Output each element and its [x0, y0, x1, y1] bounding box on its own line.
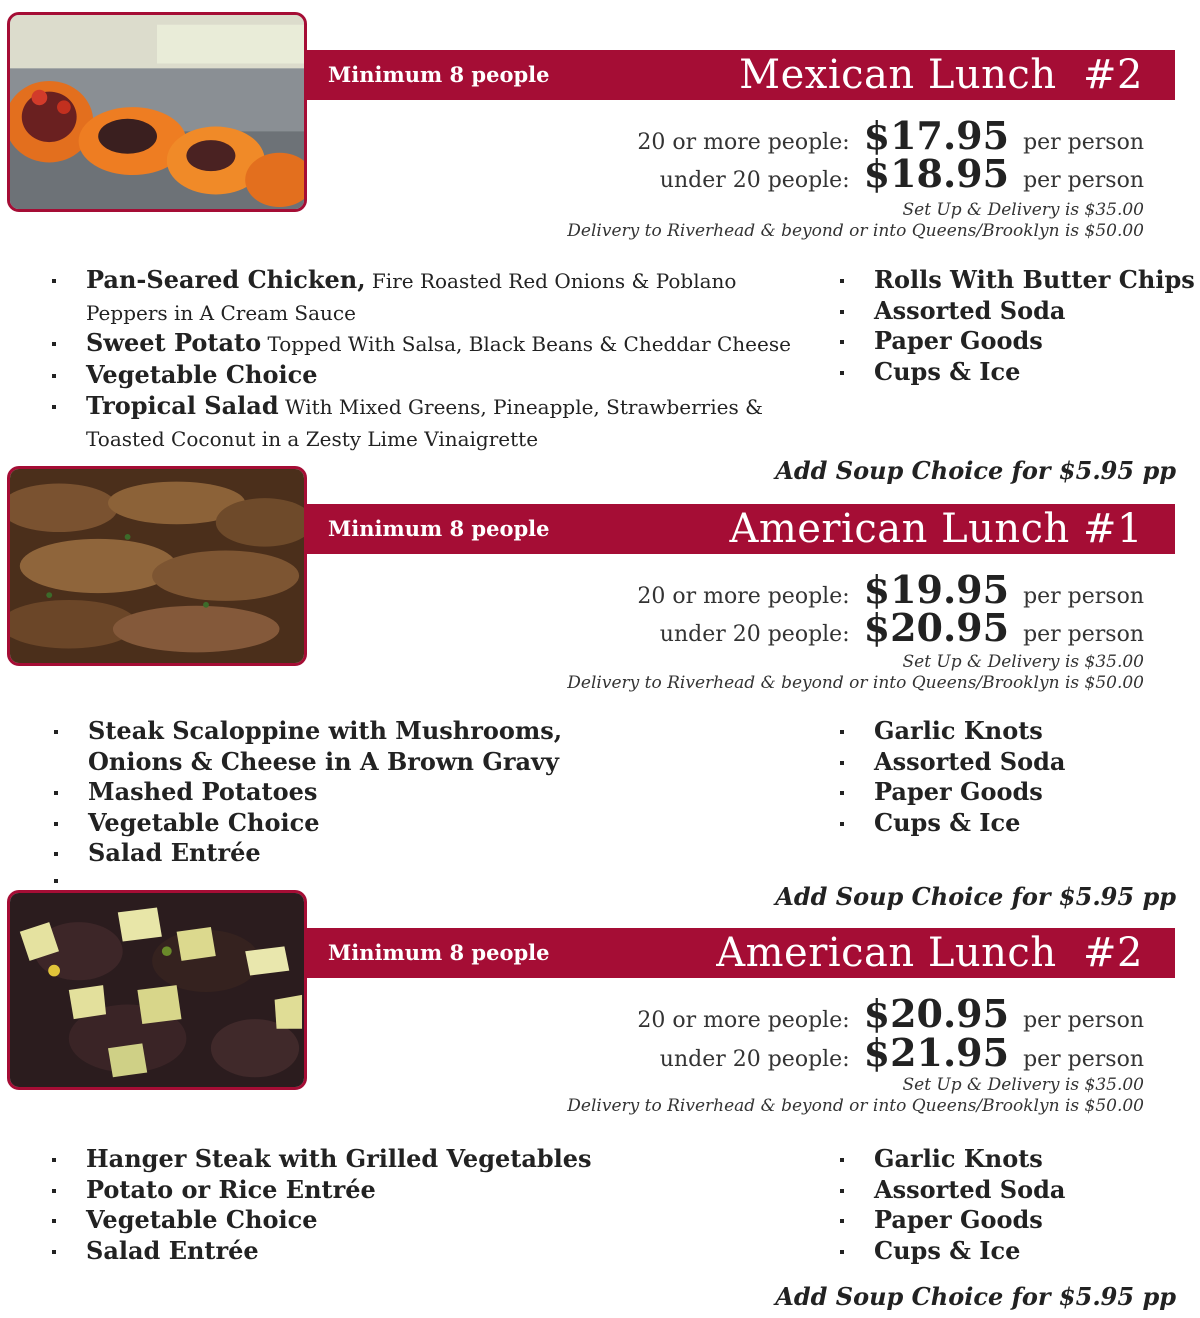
price-amount: $17.95 [863, 113, 1010, 158]
price-amount: $18.95 [863, 151, 1010, 196]
list-item: Vegetable Choice [46, 1205, 666, 1236]
price-unit: per person [1023, 1008, 1144, 1033]
list-item: Salad Entrée [48, 838, 588, 869]
list-item: Cups & Ice [834, 1236, 1200, 1267]
right-menu-list [834, 716, 1200, 838]
delivery-note: Set Up & Delivery is $35.00 [902, 1075, 1144, 1095]
price-unit: per person [1023, 168, 1144, 193]
delivery-note: Set Up & Delivery is $35.00 [902, 200, 1144, 220]
list-item: Salad Entrée [46, 1236, 666, 1267]
section-header-band [307, 504, 1175, 554]
item-name: Pan-Seared Chicken, [86, 265, 366, 294]
price-tier-label: 20 or more people: [637, 584, 850, 609]
hanger-steak-vegetables-photo [7, 890, 307, 1090]
price-amount: $20.95 [863, 605, 1010, 650]
list-item: Assorted Soda [834, 296, 1200, 327]
list-item: Assorted Soda [834, 747, 1200, 778]
price-row-under-20 [659, 151, 1144, 196]
item-name: Sweet Potato [86, 328, 262, 357]
left-menu-list [48, 716, 588, 869]
soup-addon-note: Add Soup Choice for $5.95 pp [775, 882, 1176, 911]
delivery-note: Delivery to Riverhead & beyond or into Queens/Brooklyn is $50.00 [567, 1096, 1144, 1116]
menu-section-american-lunch-2 [0, 878, 1200, 1318]
soup-addon-note: Add Soup Choice for $5.95 pp [775, 456, 1176, 485]
list-item [46, 265, 806, 328]
section-title: Mexican Lunch #2 [739, 52, 1143, 98]
list-item [46, 328, 806, 360]
section-title: American Lunch #1 [729, 506, 1143, 552]
item-name: Tropical Salad [86, 391, 279, 420]
price-tier-label: under 20 people: [659, 622, 850, 647]
list-item: Steak Scaloppine with Mushrooms, Onions & Cheese in A Brown Gravy [48, 716, 588, 777]
list-item: Rolls With Butter Chips [834, 265, 1200, 296]
right-menu-list [834, 1144, 1200, 1266]
soup-addon-note: Add Soup Choice for $5.95 pp [775, 1282, 1176, 1311]
list-item: Garlic Knots [834, 1144, 1200, 1175]
list-item: Cups & Ice [834, 808, 1200, 839]
price-amount: $20.95 [863, 991, 1010, 1036]
price-unit: per person [1023, 584, 1144, 609]
section-header-band [307, 50, 1175, 100]
list-item: Garlic Knots [834, 716, 1200, 747]
minimum-people-label: Minimum 8 people [328, 516, 550, 541]
list-item: Hanger Steak with Grilled Vegetables [46, 1144, 666, 1175]
section-header-band [307, 928, 1175, 978]
price-amount: $21.95 [863, 1030, 1010, 1075]
left-menu-list [46, 1144, 666, 1266]
price-unit: per person [1023, 130, 1144, 155]
item-detail: Topped With Salsa, Black Beans & Cheddar Cheese [261, 332, 791, 356]
list-item: Cups & Ice [834, 357, 1200, 388]
list-item: Mashed Potatoes [48, 777, 588, 808]
list-item: Paper Goods [834, 777, 1200, 808]
delivery-note: Delivery to Riverhead & beyond or into Queens/Brooklyn is $50.00 [567, 673, 1144, 693]
steak-scaloppine-photo [7, 466, 307, 666]
item-detail: With Mixed Greens, Pineapple, Strawberries & Toasted Coconut in a Zesty Lime Vinaigrette [86, 395, 763, 451]
left-menu-list [46, 265, 806, 454]
list-item: Potato or Rice Entrée [46, 1175, 666, 1206]
price-row-under-20 [659, 1030, 1144, 1075]
price-row-20-or-more [637, 113, 1144, 158]
list-item: Assorted Soda [834, 1175, 1200, 1206]
price-tier-label: 20 or more people: [637, 1008, 850, 1033]
list-item [46, 360, 806, 392]
price-amount: $19.95 [863, 567, 1010, 612]
price-tier-label: under 20 people: [659, 168, 850, 193]
price-tier-label: 20 or more people: [637, 130, 850, 155]
delivery-note: Set Up & Delivery is $35.00 [902, 652, 1144, 672]
item-name: Vegetable Choice [86, 359, 318, 389]
price-unit: per person [1023, 622, 1144, 647]
price-tier-label: under 20 people: [659, 1047, 850, 1072]
price-row-20-or-more [637, 991, 1144, 1036]
menu-section-mexican-lunch-2 [0, 0, 1200, 485]
list-item: Vegetable Choice [48, 808, 588, 839]
price-row-under-20 [659, 605, 1144, 650]
list-item: Paper Goods [834, 326, 1200, 357]
item-detail: Fire Roasted Red Onions & Poblano Peppers in A Cream Sauce [86, 269, 737, 325]
baked-sweet-potato-photo [7, 12, 307, 212]
section-title: American Lunch #2 [716, 930, 1143, 976]
delivery-note: Delivery to Riverhead & beyond or into Queens/Brooklyn is $50.00 [567, 221, 1144, 241]
list-item: Paper Goods [834, 1205, 1200, 1236]
list-item [46, 391, 806, 454]
price-unit: per person [1023, 1047, 1144, 1072]
right-menu-list [834, 265, 1200, 387]
menu-section-american-lunch-1 [0, 454, 1200, 911]
price-row-20-or-more [637, 567, 1144, 612]
minimum-people-label: Minimum 8 people [328, 62, 550, 87]
minimum-people-label: Minimum 8 people [328, 940, 550, 965]
